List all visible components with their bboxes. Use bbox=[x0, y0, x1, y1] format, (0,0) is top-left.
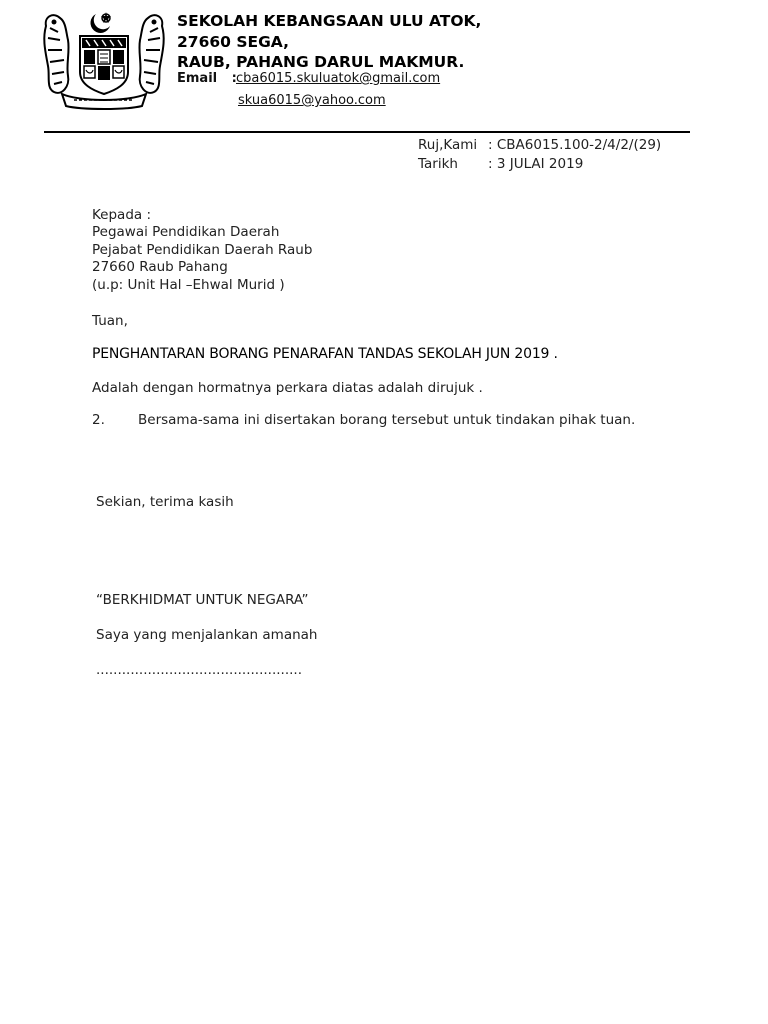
signature-line: ................................................ bbox=[96, 662, 302, 678]
recipient-attention: (u.p: Unit Hal –Ehwal Murid ) bbox=[92, 277, 285, 293]
malaysia-coat-of-arms-icon bbox=[40, 6, 168, 110]
recipient-address: 27660 Raub Pahang bbox=[92, 259, 228, 275]
closing-trust: Saya yang menjalankan amanah bbox=[96, 627, 318, 643]
recipient-office: Pejabat Pendidikan Daerah Raub bbox=[92, 242, 313, 258]
email-label-text: Email bbox=[177, 71, 218, 86]
ruj-value: : CBA6015.100-2/4/2/(29) bbox=[488, 137, 662, 153]
school-district: RAUB, PAHANG DARUL MAKMUR. bbox=[177, 53, 465, 71]
date-label: Tarikh bbox=[418, 156, 458, 172]
letter-subject: PENGHANTARAN BORANG PENARAFAN TANDAS SEKOLAH JUN 2019 . bbox=[92, 346, 558, 362]
body-paragraph-2-number: 2. bbox=[92, 412, 105, 428]
recipient-officer: Pegawai Pendidikan Daerah bbox=[92, 224, 280, 240]
body-paragraph-2: Bersama-sama ini disertakan borang tersebut untuk tindakan pihak tuan. bbox=[138, 412, 636, 428]
recipient-kepada: Kepada : bbox=[92, 207, 152, 223]
ruj-label: Ruj,Kami bbox=[418, 137, 478, 153]
date-value: : 3 JULAI 2019 bbox=[488, 156, 584, 172]
email-link-1[interactable]: cba6015.skuluatok@gmail.com bbox=[236, 71, 441, 86]
school-postcode: 27660 SEGA, bbox=[177, 33, 289, 51]
body-paragraph-1: Adalah dengan hormatnya perkara diatas adalah dirujuk . bbox=[92, 380, 483, 396]
email-label bbox=[177, 71, 237, 86]
closing-motto: “BERKHIDMAT UNTUK NEGARA” bbox=[96, 592, 309, 608]
letterhead-divider bbox=[44, 131, 690, 133]
email-separator: : bbox=[231, 71, 237, 86]
email-link-2[interactable]: skua6015@yahoo.com bbox=[238, 93, 386, 108]
salutation: Tuan, bbox=[92, 313, 128, 329]
school-name: SEKOLAH KEBANGSAAN ULU ATOK, bbox=[177, 12, 482, 30]
closing-thanks: Sekian, terima kasih bbox=[96, 494, 234, 510]
